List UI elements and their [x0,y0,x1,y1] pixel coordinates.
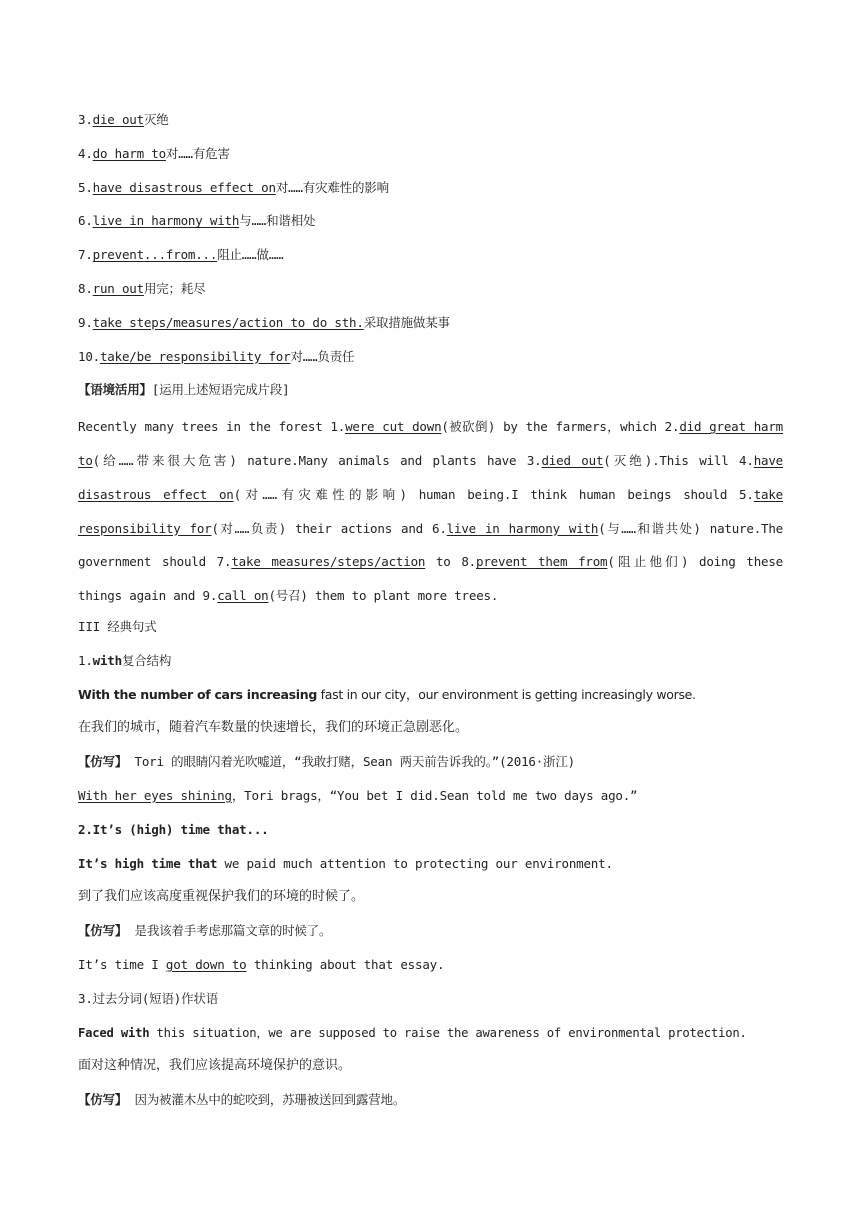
phrase-number: 3. [78,112,93,127]
section-title: III 经典句式 [78,618,157,634]
passage-text: (灭绝).This will 4. [603,452,754,468]
phrase-number: 9. [78,314,93,330]
imitate-label: 【仿写】 [78,1092,128,1108]
answer-pre: It’s time I [78,956,166,972]
phrase-list [78,106,783,376]
passage-paragraph [78,410,783,613]
example-sentence [78,850,783,884]
phrase-text: die out [92,112,144,127]
example-bold: It’s high time that [78,855,218,871]
example-bold: Faced with [78,1025,150,1040]
passage-answer: take measures/steps/action [231,554,426,570]
passage-text: Recently many trees in the forest 1. [78,419,346,435]
passage-text: (被砍倒) by the farmers，which 2. [441,419,680,435]
phrase-meaning: 对……负责任 [290,348,355,364]
phrase-text: take/be responsibility for [99,348,291,364]
phrase-meaning: 用完；耗尽 [143,280,206,296]
passage-answer: prevent them from [476,554,608,570]
passage-text: (号召) them to plant more trees. [268,588,499,604]
passage-answer: died out [541,452,604,468]
phrase-meaning: 灭绝 [143,112,169,127]
passage-answer: did great harm to [78,419,783,468]
passage-text: (阻止他们) doing these things again and 9. [78,554,784,604]
example-sentence [78,681,783,715]
imitate-prompt [78,1086,783,1120]
example-rest: this situation，we are supposed to raise the awareness of environmental protection. [149,1025,747,1040]
phrase-item [78,106,783,140]
phrase-item [78,174,783,208]
imitate-prompt [78,917,783,951]
phrase-number: 8. [78,280,93,296]
imitate-answer [78,782,783,816]
passage-text: (对……有灾难性的影响) human being.I think human beings should 5. [233,486,754,502]
phrase-text: prevent...from... [92,247,218,263]
phrase-item [78,241,783,275]
translation: 到了我们应该高度重视保护我们的环境的时候了。 [78,889,365,905]
phrase-text: run out [92,280,144,296]
imitate-label: 【仿写】 [78,754,128,770]
translation: 面对这种情况，我们应该提高环境保护的意识。 [78,1058,352,1074]
phrase-number: 4. [78,145,93,161]
context-label: 【语境活用】 [78,382,152,398]
passage-answer: call on [217,588,269,604]
context-heading [78,376,783,410]
phrase-number: 6. [78,213,93,229]
imitate-answer [78,951,783,985]
item-title: 2.It’s (high) time that... [78,821,269,837]
item-title-zh: 复合结构 [121,652,172,668]
phrase-text: have disastrous effect on [92,179,276,195]
imitate-text: Tori 的眼睛闪着光吹嘘道，“我敢打赌，Sean 两天前告诉我的。”(2016·浙江) [127,754,575,770]
answer-rest: thinking about that essay. [246,956,445,972]
phrase-text: do harm to [92,145,166,161]
imitate-text: 是我该着手考虑那篇文章的时候了。 [127,923,332,939]
item-title: 3.过去分词(短语)作状语 [78,990,219,1006]
passage-answer: were cut down [345,419,442,435]
item-title-en: with [92,652,122,668]
phrase-meaning: 对……有危害 [165,145,230,161]
passage-text: (与……和谐共处) nature.The government should 7. [78,520,784,570]
phrase-number: 5. [78,179,93,195]
phrase-text: live in harmony with [92,213,240,229]
example-bold: With the number of cars increasing [78,686,317,702]
imitate-label: 【仿写】 [78,923,128,939]
context-instruction: [运用上述短语完成片段] [151,382,290,398]
passage-text: (对……负责) their actions and 6. [211,520,447,536]
example-sentence [78,1019,783,1053]
translation: 在我们的城市，随着汽车数量的快速增长，我们的环境正急剧恶化。 [78,720,469,736]
phrase-text: take steps/measures/action to do sth. [92,314,364,330]
example-rest: we paid much attention to protecting our environment. [217,855,613,871]
imitate-text: 因为被灌木丛中的蛇咬到，苏珊被送回到露营地。 [127,1092,406,1108]
document-page [78,106,783,1120]
phrase-meaning: 对……有灾难性的影响 [275,179,389,195]
passage-answer: take responsibility for [78,486,783,536]
passage-answer: live in harmony with [446,520,599,536]
item-title [78,647,783,681]
passage-text: (给……带来很大危害) nature.Many animals and plants have 3. [92,452,542,468]
phrase-item [78,140,783,174]
phrase-item [78,207,783,241]
phrase-item [78,275,783,309]
imitate-prompt [78,748,783,782]
phrase-number: 7. [78,247,93,263]
example-rest: fast in our city，our environment is getting increasingly worse. [317,686,696,702]
item-number: 1. [78,652,93,668]
passage-answer: have disastrous effect on [78,452,783,502]
phrase-number: 10. [78,348,100,364]
phrase-meaning: 与……和谐相处 [239,213,316,229]
answer-underlined: got down to [165,956,247,972]
phrase-item [78,343,783,377]
phrase-meaning: 采取措施做某事 [363,314,450,330]
answer-underlined: With her eyes shining [78,787,232,803]
answer-rest: ，Tori brags，“You bet I did.Sean told me two days ago.” [231,787,638,803]
phrase-item [78,309,783,343]
phrase-meaning: 阻止……做…… [217,247,284,263]
passage-text: to 8. [425,554,477,570]
